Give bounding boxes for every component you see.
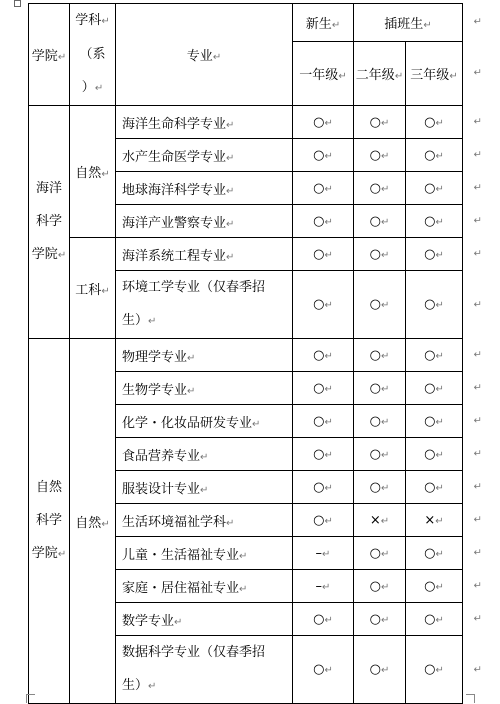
availability-y1: ○↵	[293, 271, 354, 339]
major-cell: 生活环境福祉学科↵	[116, 504, 293, 537]
availability-y2: ○↵	[354, 271, 406, 339]
header-year2: 二年级↵	[354, 41, 406, 105]
availability-y1: –↵	[293, 537, 354, 570]
availability-y1: ○↵	[293, 603, 354, 636]
availability-y1: ○↵	[293, 471, 354, 504]
header-year1: 一年级↵	[293, 41, 354, 105]
availability-y1: ○↵	[293, 636, 354, 704]
availability-y1: ○↵	[293, 372, 354, 405]
availability-y3: ○↵ ↵	[406, 636, 463, 704]
availability-y2: ○↵	[354, 339, 406, 372]
availability-y3: ○↵ ↵	[406, 339, 463, 372]
major-cell: 服装设计专业↵	[116, 471, 293, 504]
table-row	[29, 238, 463, 271]
availability-y1: ○↵	[293, 172, 354, 205]
availability-y2: ○↵	[354, 139, 406, 172]
major-cell: 儿童・生活福祉专业↵	[116, 537, 293, 570]
availability-y3: ○↵ ↵	[406, 139, 463, 172]
availability-y3: ○↵ ↵	[406, 438, 463, 471]
availability-y1: ○↵	[293, 339, 354, 372]
availability-y1: ○↵	[293, 205, 354, 238]
availability-y3: ○↵ ↵	[406, 238, 463, 271]
availability-y1: ○↵	[293, 139, 354, 172]
availability-y1: ○↵	[293, 438, 354, 471]
dept-cell: 自然↵	[70, 339, 116, 704]
major-cell: 家庭・居住福祉专业↵	[116, 570, 293, 603]
availability-y2: ○↵	[354, 372, 406, 405]
availability-y2: ○↵	[354, 205, 406, 238]
availability-y1: ○↵	[293, 106, 354, 139]
table-row	[29, 106, 463, 139]
header-year3: 三年级↵ ↵	[406, 41, 463, 105]
availability-y3: ○↵ ↵	[406, 537, 463, 570]
major-cell: 数据科学专业（仅春季招 生）↵	[116, 636, 293, 704]
availability-y2: ×↵	[354, 504, 406, 537]
dept-cell: 自然↵	[70, 106, 116, 238]
availability-y3: ○↵ ↵	[406, 172, 463, 205]
table-row	[29, 339, 463, 372]
header-dept: 学科↵ （系 ）↵	[70, 4, 116, 106]
college-cell: 自然 科学 学院↵	[29, 339, 70, 704]
availability-y3: ○↵ ↵	[406, 106, 463, 139]
major-cell: 物理学专业↵	[116, 339, 293, 372]
availability-y2: ○↵	[354, 570, 406, 603]
college-cell: 海洋 科学 学院↵	[29, 106, 70, 339]
availability-y2: ○↵	[354, 471, 406, 504]
table-move-handle-icon[interactable]	[14, 0, 21, 7]
availability-y2: ○↵	[354, 238, 406, 271]
major-cell: 水产生命医学专业↵	[116, 139, 293, 172]
availability-y1: ○↵	[293, 238, 354, 271]
page-corner-mark	[466, 694, 475, 703]
availability-y3: ○↵ ↵	[406, 405, 463, 438]
major-cell: 海洋生命科学专业↵	[116, 106, 293, 139]
availability-y1: –↵	[293, 570, 354, 603]
major-cell: 海洋系统工程专业↵	[116, 238, 293, 271]
availability-y3: ○↵ ↵	[406, 603, 463, 636]
header-major: 专业↵	[116, 4, 293, 106]
availability-y2: ○↵	[354, 636, 406, 704]
major-cell: 食品营养专业↵	[116, 438, 293, 471]
header-college: 学院↵	[29, 4, 70, 106]
availability-y2: ○↵	[354, 405, 406, 438]
availability-y2: ○↵	[354, 537, 406, 570]
admission-table	[28, 3, 482, 704]
major-cell: 地球海洋科学专业↵	[116, 172, 293, 205]
header-transfer: 插班生↵ ↵	[354, 4, 463, 42]
availability-y2: ○↵	[354, 172, 406, 205]
header-row-1	[29, 4, 463, 42]
major-cell: 海洋产业警察专业↵	[116, 205, 293, 238]
availability-y2: ○↵	[354, 106, 406, 139]
availability-y2: ○↵	[354, 603, 406, 636]
availability-y3: ○↵ ↵	[406, 205, 463, 238]
availability-y1: ○↵	[293, 405, 354, 438]
page-corner-mark	[26, 694, 35, 703]
dept-cell: 工科↵	[70, 238, 116, 339]
major-cell: 生物学专业↵	[116, 372, 293, 405]
major-cell: 数学专业↵	[116, 603, 293, 636]
major-cell: 化学・化妆品研发专业↵	[116, 405, 293, 438]
availability-y1: ○↵	[293, 504, 354, 537]
availability-y3: ○↵ ↵	[406, 471, 463, 504]
availability-y3: ○↵ ↵	[406, 372, 463, 405]
header-new-students: 新生↵	[293, 4, 354, 42]
availability-y3: ○↵ ↵	[406, 570, 463, 603]
major-cell: 环境工学专业（仅春季招 生）↵	[116, 271, 293, 339]
availability-y3: ×↵ ↵	[406, 504, 463, 537]
availability-y3: ○↵ ↵	[406, 271, 463, 339]
availability-y2: ○↵	[354, 438, 406, 471]
